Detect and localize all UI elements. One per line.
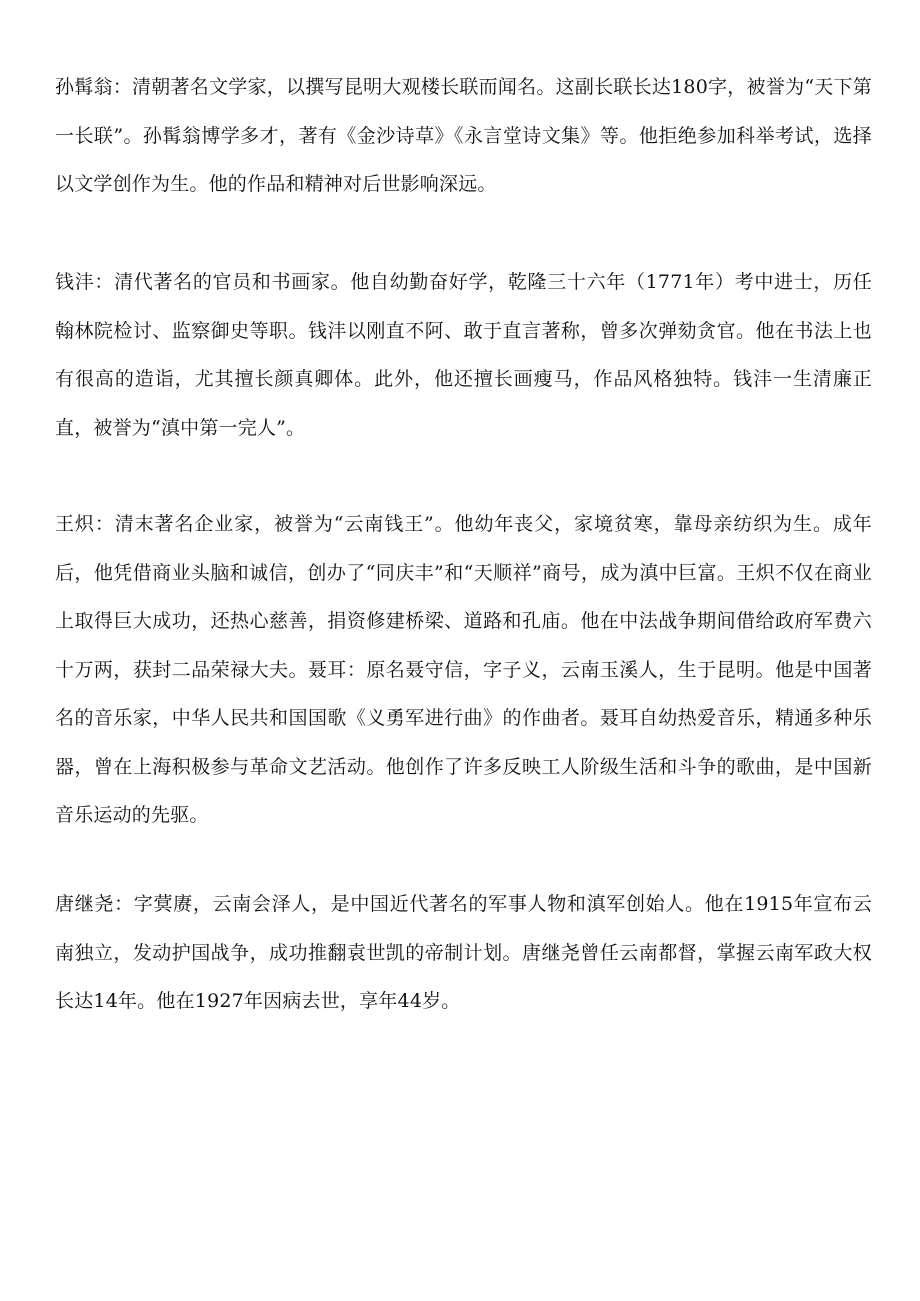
paragraph-qian-feng: 钱沣：清代著名的官员和书画家。他自幼勤奋好学，乾隆三十六年（1771年）考中进士，历任翰林院检讨、监察御史等职。钱沣以刚直不阿、敢于直言著称，曾多次弹劾贪官。他在书法上也有很高的造诣，尤其擅长颜真卿体。此外，他还擅长画瘦马，作品风格独特。钱沣一生清廉正直，被誉为“滇中第一完人”。: [55, 271, 872, 439]
paragraph-wang-chi-nie-er: 王炽：清末著名企业家，被誉为“云南钱王”。他幼年丧父，家境贫寒，靠母亲纺织为生。成年后，他凭借商业头脑和诚信，创办了“同庆丰”和“天顺祥”商号，成为滇中巨富。王炽不仅在商业上取得巨大成功，还热心慈善，捐资修建桥梁、道路和孔庙。他在中法战争期间借给政府军费六十万两，获封二品荣禄大夫。聂耳：原名聂守信，字子义，云南玉溪人，生于昆明。他是中国著名的音乐家，中华人民共和国国歌《义勇军进行曲》的作曲者。聂耳自幼热爱音乐，精通多种乐器，曾在上海积极参与革命文艺活动。他创作了许多反映工人阶级生活和斗争的歌曲，是中国新音乐运动的先驱。: [55, 513, 872, 826]
paragraph-tang-jiyao: 唐继尧：字蓂赓，云南会泽人，是中国近代著名的军事人物和滇军创始人。他在1915年宣布云南独立，发动护国战争，成功推翻袁世凯的帝制计划。唐继尧曾任云南都督，掌握云南军政大权长达14年。他在1927年因病去世，享年44岁。: [55, 893, 872, 1012]
paragraph-sun-ranweng: 孙髯翁：清朝著名文学家，以撰写昆明大观楼长联而闻名。这副长联长达180字，被誉为“天下第一长联”。孙髯翁博学多才，著有《金沙诗草》《永言堂诗文集》等。他拒绝参加科举考试，选择以文学创作为生。他的作品和精神对后世影响深远。: [55, 76, 872, 195]
